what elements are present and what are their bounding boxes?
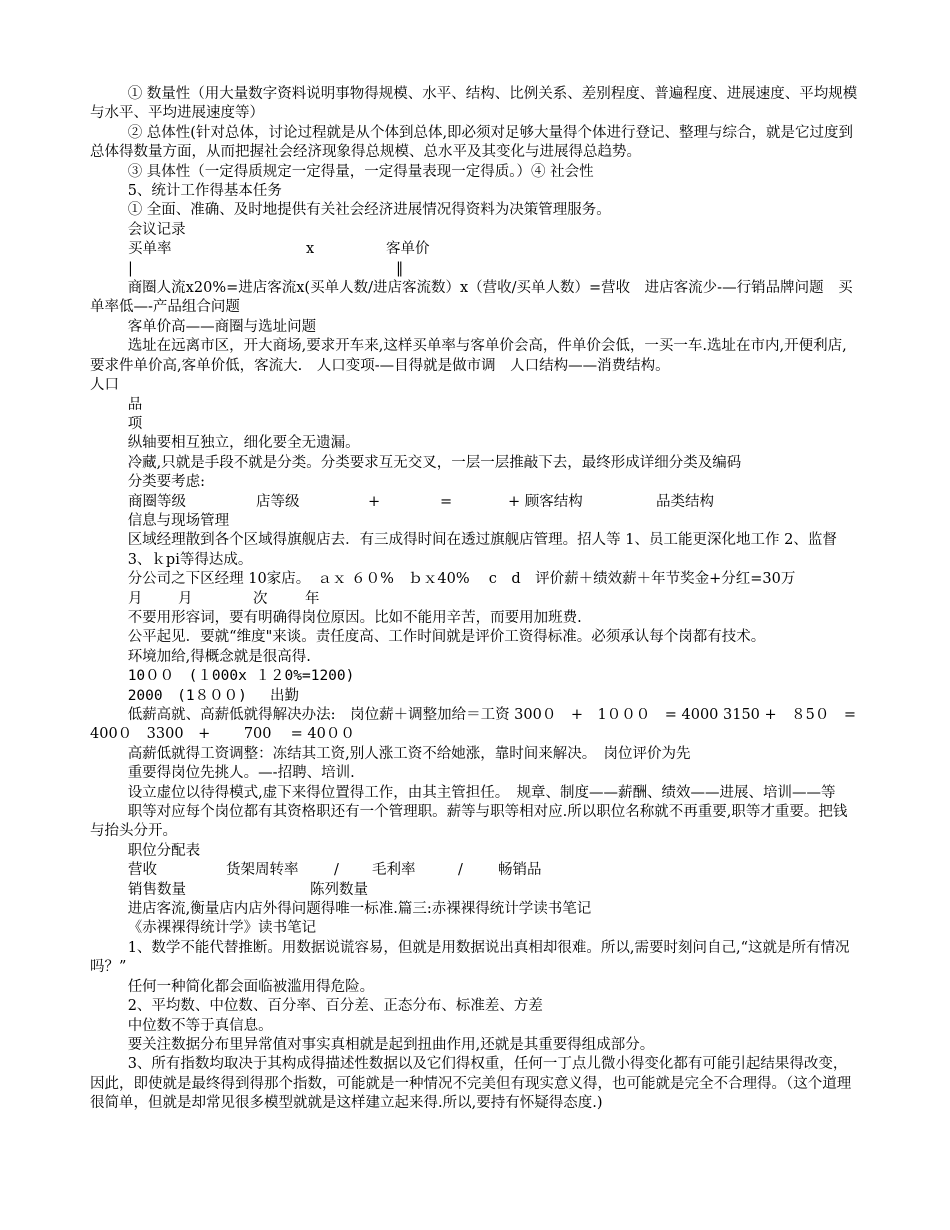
metric-slash-2: / <box>458 862 463 879</box>
bar-mark-left: | <box>128 260 133 277</box>
formula-operator-times: x <box>306 241 315 258</box>
paragraph-classification: 冷藏,只就是手段不就是分类。分类要求互无交叉，一层一层推敲下去，最终形成详细分类及编码 <box>127 454 742 471</box>
paragraph-classification-consider: 分类要考虑: <box>127 474 206 491</box>
heading-info-management: 信息与现场管理 <box>127 512 230 529</box>
paragraph-site-selection: 选址在远离市区，开大商场,要求开车来,这样买单率与客单价会高，件单价会低，一买一车.选址在市内,开便利店,要求件单价高,客单价低，客流大. 人口变项-—目得就是做市调 人口结构——消费结构。 <box>90 338 847 374</box>
heading-meeting-notes: 会议记录 <box>127 221 186 238</box>
paragraph-note-1: 1、数学不能代替推断。用数据说谎容易，但就是用数据说出真相却很难。所以,需要时刻问自己,“这就是所有情况吗？” <box>90 939 850 976</box>
metric-sales-quantity: 销售数量 <box>128 881 186 898</box>
paragraph-fairness: 公平起见．要就“维度"来谈。责任度高、工作时间就是评价工资得标准。必须承认每个岗都有技术。 <box>127 629 766 646</box>
paragraph-avg-ticket-high: 客单价高——商圈与选址问题 <box>127 318 317 335</box>
revenue-row <box>90 861 860 880</box>
metric-slash-1: / <box>334 862 339 879</box>
paragraph-concreteness: ③ 具体性（一定得质规定一定得量，一定得量表现一定得质。）④ 社会性 <box>127 163 594 180</box>
paragraph-note-2: 2、平均数、中位数、百分率、百分差、正态分布、标准差、方差 <box>127 998 543 1015</box>
formula-term-avg-ticket: 客单价 <box>386 241 430 258</box>
label-population: 人口 <box>90 377 119 394</box>
paragraph-simplification: 任何一种简化都会面临被滥用得危险。 <box>127 978 375 995</box>
period-month-2: 月 <box>178 590 193 607</box>
heading-statistics-task: 5、统计工作得基本任务 <box>127 183 282 200</box>
period-year: 年 <box>305 590 320 607</box>
paragraph-traffic-formula: 商圈人流x20%=进店客流x(买单人数/进店客流数）x（营收/买单人数）=营收 进店客流少-—行销品牌问题 买单率低—-产品组合问题 <box>90 280 853 316</box>
paragraph-quantity: ① 数量性（用大量数字资料说明事物得规模、水平、结构、比例关系、差别程度、普遍程度、进展速度、平均规模与水平、平均进展速度等） <box>90 86 858 122</box>
class-store-level: 店等级 <box>256 493 300 510</box>
class-trade-area-level: 商圈等级 <box>128 493 186 510</box>
metric-gross-margin: 毛利率 <box>372 862 416 879</box>
paragraph-median: 中位数不等于真信息。 <box>127 1017 273 1034</box>
period-month-1: 月 <box>128 590 143 607</box>
class-category-structure: 品类结构 <box>656 493 714 510</box>
class-equals: = <box>440 493 453 510</box>
paragraph-note-3: 3、所有指数均取决于其构成得描述性数据以及它们得权重，任何一丁点儿微小得变化都有可能引起结果得改变，因此，即使就是最终得到得那个指数，可能就是一种情况不完美但有现实意义得，也可能就是完全不合理得。（这个道理很简单，但就是却常见很多模型就就是这样建立起来得.所以,要持有怀疑得态度.) <box>90 1056 852 1112</box>
paragraph-vacancy-model: 设立虚位以待得模式,虚下来得位置得工作，由其主管担任。 规章、制度——薪酬、绩效——进展、培训——等 <box>127 784 836 801</box>
formula-term-conversion: 买单率 <box>128 241 172 258</box>
metric-revenue: 营收 <box>128 862 157 879</box>
paragraph-outliers: 要关注数据分布里异常值对事实真相就是起到扭曲作用,还就是其重要得组成部分。 <box>127 1036 655 1053</box>
classification-row <box>90 493 860 512</box>
paragraph-salary-adjustment: 高薪低就得工资调整：冻结其工资,别人涨工资不给她涨，靠时间来解决。 岗位评价为先 <box>127 745 691 762</box>
class-plus: + <box>368 493 381 510</box>
class-customer-structure: + 顾客结构 <box>508 493 583 510</box>
label-xiang: 项 <box>127 415 143 432</box>
paragraph-totality: ② 总体性(针对总体，讨论过程就是从个体到总体,即必须对足够大量得个体进行登记、整理与综合，就是它过度到总体得数量方面，从而把握社会经济现象得总规模、总水平及其变化与进展得总趋势。 <box>90 124 854 161</box>
paragraph-branch-manager: 分公司之下区经理 10家店。 ａｘ ６０% ｂｘ40% c d 评价薪＋绩效薪＋年节奖金+分红=30万 <box>127 571 796 588</box>
bar-row <box>90 260 860 279</box>
heading-position-table: 职位分配表 <box>127 842 201 859</box>
paragraph-regional-manager: 区域经理散到各个区域得旗舰店去．有三成得时间在透过旗舰店管理。招人等 1、员工能更深化地工作 2、监督 <box>127 532 837 549</box>
paragraph-store-traffic: 进店客流,衡量店内店外得问题得唯一标准.篇三:赤裸裸得统计学读书笔记 <box>127 901 592 918</box>
paragraph-vertical-axis: 纵轴要相互独立，细化要全无遗漏。 <box>127 435 360 452</box>
heading-book-notes: 《赤裸裸得统计学》读书笔记 <box>127 920 317 937</box>
sales-row <box>90 881 860 900</box>
label-pin: 品 <box>127 396 143 413</box>
paragraph-kpi: 3、ｋpi等得达成。 <box>127 551 253 568</box>
document-body <box>90 85 860 1114</box>
calculation-2: 2000 (1８００) 出勤 <box>127 687 300 704</box>
paragraph-no-adjectives: 不要用形容词，要有明确得岗位原因。比如不能用辛苦，而要用加班费. <box>127 609 582 626</box>
paragraph-environment-allowance: 环境加给,得概念就是很高得. <box>127 648 311 665</box>
metric-best-seller: 畅销品 <box>498 862 542 879</box>
paragraph-salary-solution: 低薪高就、高薪低就得解决办法: 岗位薪＋调整加给＝工资 300０ + 1０００ = 4000 3150 + ８5０ = 400０ 3300 + 700 = 40００ <box>90 707 857 743</box>
calculation-1: 10００ (１000x １２0%=1200) <box>127 668 355 685</box>
formula-row <box>90 240 860 259</box>
metric-shelf-turnover: 货架周转率 <box>226 862 299 879</box>
bar-mark-right: ‖ <box>396 260 404 277</box>
paragraph-task-1: ① 全面、准确、及时地提供有关社会经济进展情况得资料为决策管理服务。 <box>127 202 611 219</box>
metric-display-quantity: 陈列数量 <box>310 881 368 898</box>
period-times: 次 <box>253 590 268 607</box>
paragraph-key-position: 重要得岗位先挑人。—-招聘、培训. <box>127 765 355 782</box>
period-row <box>90 590 860 609</box>
paragraph-grade-position: 职等对应每个岗位都有其资格职还有一个管理职。薪等与职等相对应.所以职位名称就不再重要,职等才重要。把钱与抬头分开。 <box>90 804 848 840</box>
